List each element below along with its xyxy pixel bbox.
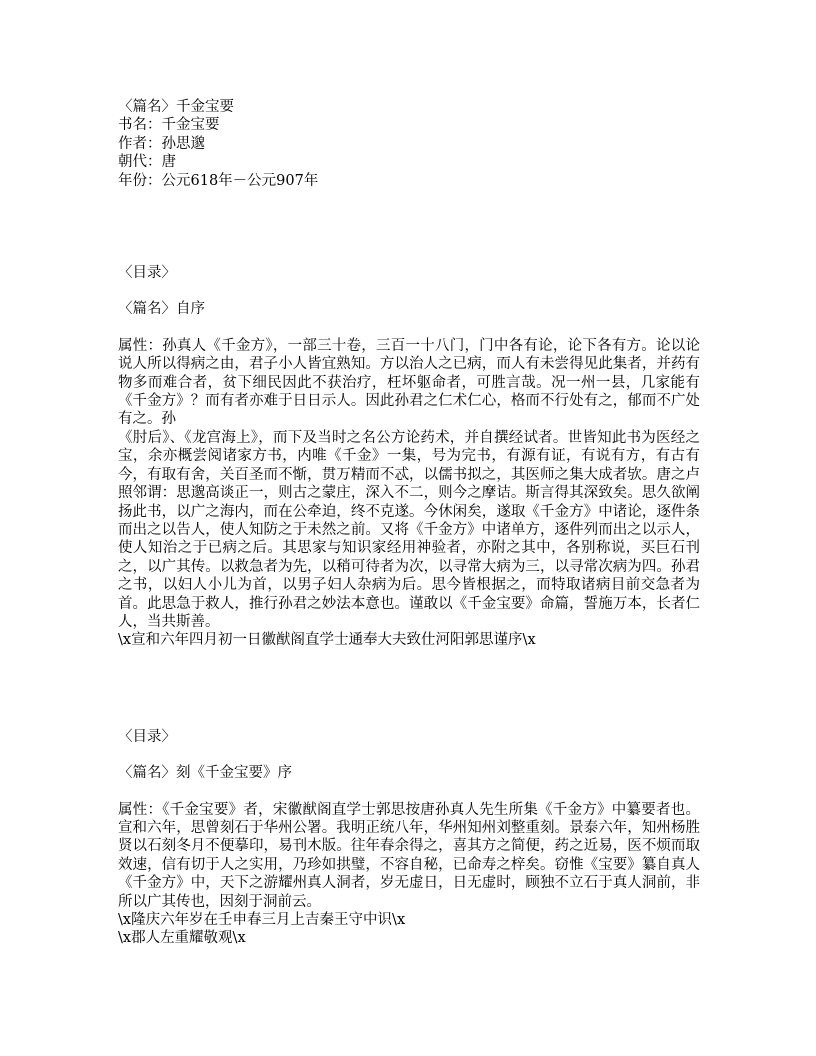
document-page	[118, 98, 700, 948]
preface-paragraph-2: 《肘后》、《龙宫海上》，而下及当时之名公方论药术，并自撰经试者。世皆知此书为医经之宝，余亦概尝阅诸家方书，内唯《千金》一集，号为完书，有源有证，有说有方，有古有今，有取有舍，关百圣而不惭，贯万精而不忒，以儒书拟之，其医师之集大成者欤。唐之卢照邻谓：思邈高谈正一，则古之蒙庄，深入不二，则今之摩诘。斯言得其深致矣。思久欲阐扬此书，以广之海内，而在公牵迫，终不克遂。今休闲矣，遂取《千金方》中诸论，逐件条而出之以告人，使人知防之于未然之前。又将《千金方》中诸单方，逐件列而出之以示人，使人知治之于已病之后。其思家与知识家经用神验者，亦附之其中，各别称说，买巨石刊之，以广其传。以救急者为先，以稍可待者为次，以寻常大病为三，以寻常次病为四。孙君之书，以妇人小儿为首，以男子妇人杂病为后。思今皆根据之，而特取诸病目前交急者为首。此思急于救人，推行孙君之妙法本意也。谨敢以《千金宝要》命篇，誓施万本，长者仁人，当共斯善。	[118, 429, 700, 630]
preface-paragraph-1: 属性：孙真人《千金方》，一部三十卷，三百一十八门，门中各有论，论下各有方。论以论说人所以得病之由，君子小人皆宜熟知。方以治人之已病，而人有未尝得见此集者，并药有物多而难合者，贫下细民因此不获治疗，枉坏躯命者，可胜言哉。况一州一县，几家能有《千金方》？而有者亦难于日日示人。因此孙君之仁术仁心，格而不行处有之，郁而不广处有之。孙	[118, 337, 700, 428]
section-title-engraving-preface: 〈篇名〉刻《千金宝要》序	[118, 765, 292, 782]
years: 年份：公元618年－公元907年	[118, 172, 319, 189]
engraving-signature: \x隆庆六年岁在壬申春三月上吉秦王守中识\x	[118, 912, 406, 928]
toc-heading: 〈目录〉	[118, 265, 176, 282]
reviewer-note: \x郡人左重耀敬观\x	[118, 930, 246, 947]
dynasty: 朝代：唐	[118, 154, 176, 171]
section-title-preface: 〈篇名〉自序	[118, 301, 205, 318]
engraving-preface-paragraph: 属性：《千金宝要》者，宋徽猷阁直学士郭思按唐孙真人先生所集《千金方》中纂要者也。宣和六年，思曾刻石于华州公署。我明正统八年，华州知州刘整重刻。景泰六年，知州杨胜贤以石刻冬月不便摹印，易刊木版。往年春余得之，喜其方之简便，药之近易，医不烦而取效速，信有切于人之实用，乃珍如拱璧，不容自秘，已命寿之梓矣。窃惟《宝要》纂自真人《千金方》中，天下之游耀州真人洞者，岁无虚日，日无虚时，顾独不立石于真人洞前，非所以广其传也，因刻于洞前云。	[118, 801, 700, 910]
book-title: 书名：千金宝要	[118, 117, 220, 134]
toc-heading: 〈目录〉	[118, 728, 176, 745]
preface-signature: \x宣和六年四月初一日徽猷阁直学士通奉大夫致仕河阳郭思谨序\x	[118, 632, 536, 649]
chapter-title: 〈篇名〉千金宝要	[118, 99, 234, 115]
author: 作者：孙思邈	[118, 135, 205, 152]
